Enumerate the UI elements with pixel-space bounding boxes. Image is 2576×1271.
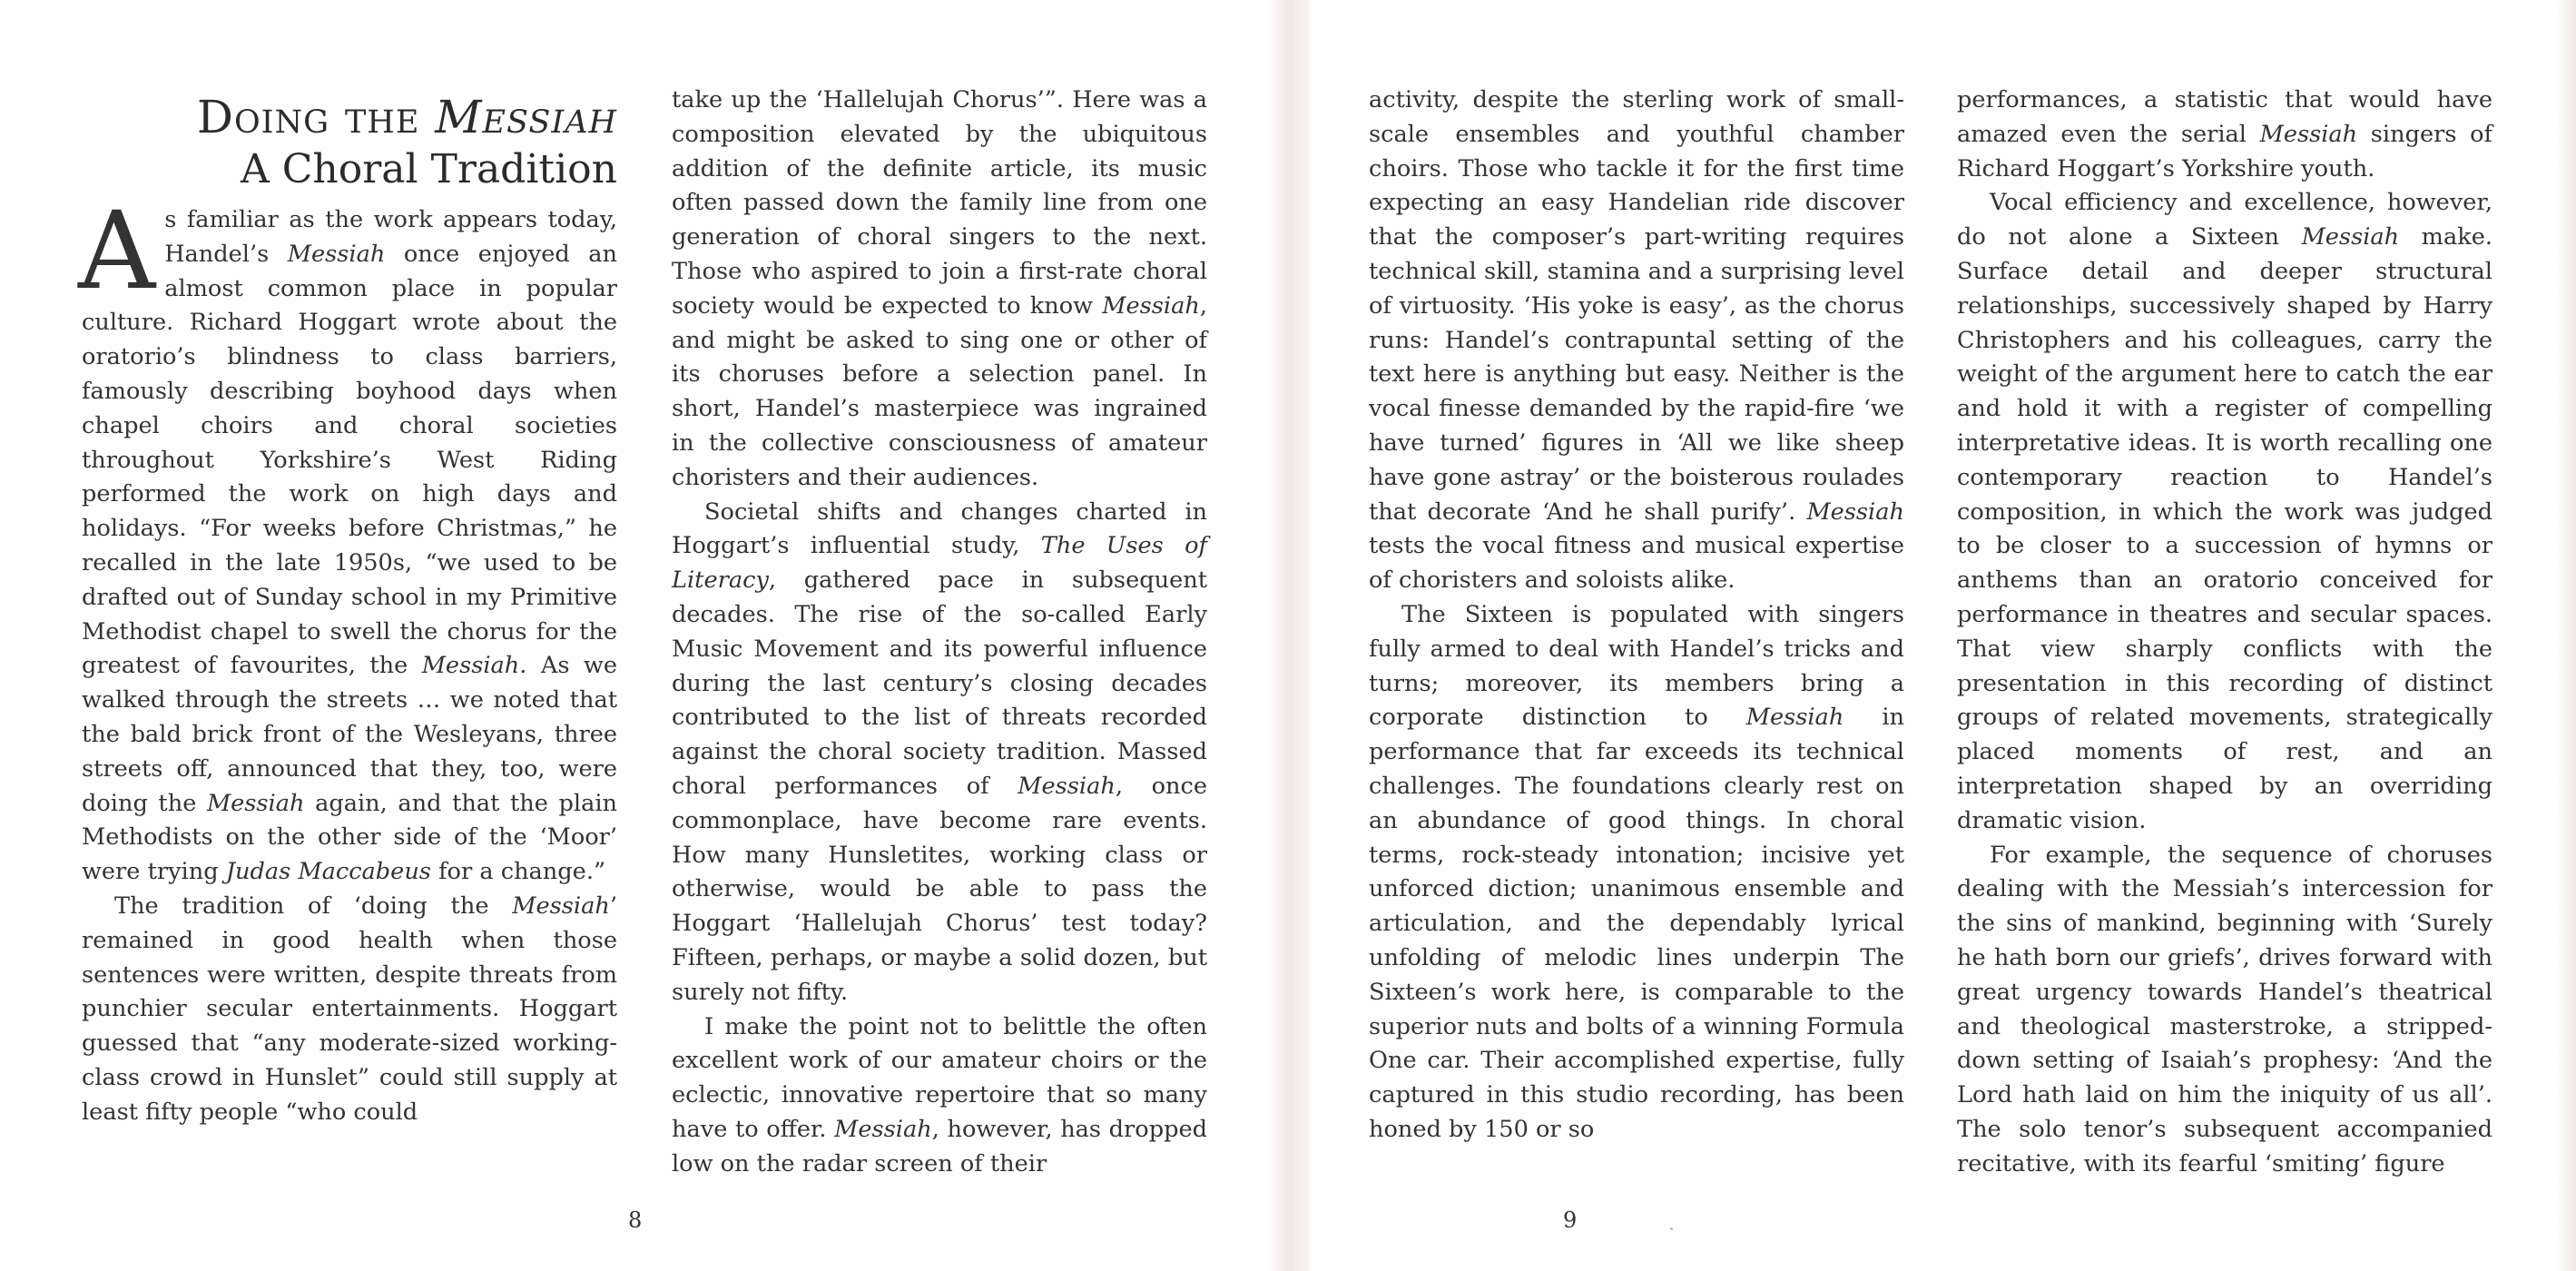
paragraph	[1957, 186, 2492, 838]
text-run: activity, despite the sterling work of small-scale ensembles and youthful chamber choirs. Those who tackle it for the first time expecting an easy Handelian ride discover that the composer’s part-writing requires technical skill, stamina and a surprising level of virtuosity. ‘His yoke is easy’, as the chorus runs: Handel’s contrapuntal setting of the text here is anything but easy. Neither is the vocal finesse demanded by the rapid-fire ‘we have turned’ figures in ‘All we like sheep have gone astray’ or the boisterous roulades that decorate ‘And he shall purify’.	[1369, 86, 1904, 526]
page-edge-shadow	[2556, 0, 2576, 1271]
text-run: The Sixteen is populated with singers fully armed to deal with Handel’s tricks and turns; moreover, its members bring a corporate distinction to	[1369, 600, 1904, 732]
column-3	[1369, 84, 1904, 1148]
text-run: make. Surface detail and deeper structural relationships, successively shaped by Harry Christophers and his colleagues, carry the weight of the argument here to catch the ear and hold it with a register of compelling interpretative ideas. It is worth recalling one contemporary reaction to Handel’s composition, in which the work was judged to be closer to a succession of hymns or anthems than an oratorio conceived for performance in theatres and secular spaces. That view sharply conflicts with the presentation in this recording of distinct groups of related movements, strategically placed moments of rest, and an interpretation shaped by an overriding dramatic vision.	[1957, 223, 2492, 834]
text-run: , and might be asked to sing one or other of its choruses before a selection panel. In short, Handel’s masterpiece was ingrained in the collective consciousness of amateur choristers and their audiences.	[672, 291, 1207, 491]
column-2	[672, 84, 1207, 1182]
text-run: take up the ‘Hallelujah Chorus’”. Here was a composition elevated by the ubiquitous addition of the definite article, its music often passed down the family line from one generation of choral singers to the next. Those who aspired to join a first-rate choral society would be expected to know	[672, 86, 1207, 320]
paragraph	[1957, 84, 2492, 186]
column-1	[78, 91, 618, 1130]
text-run: The tradition of ‘doing the	[114, 892, 513, 920]
italic-run: Messiah	[2301, 223, 2400, 251]
paragraph	[672, 496, 1207, 1010]
text-run: For example, the sequence of choruses dealing with the Messiah’s intercession for the sins of mankind, beginning with ‘Surely he hath born our griefs’, drives forward with great urgency towards Handel’s theatrical and theological masterstroke, a stripped-down setting of Isaiah’s prophesy: ‘And the Lord hath laid on him the iniquity of us all’. The solo tenor’s subsequent accompanied recitative, with its fearful ‘smiting’ figure	[1957, 841, 2492, 1177]
text-run: tests the vocal fitness and musical expertise of choristers and soloists alike.	[1369, 532, 1904, 595]
article-title	[82, 91, 617, 143]
text-run: , gathered pace in subsequent decades. The rise of the so-called Early Music Movement and its powerful influence during the last century’s closing decades contributed to the list of threats recorded against the choral society tradition. Massed choral performances of	[672, 567, 1207, 800]
italic-run: Judas Maccabeus	[225, 858, 431, 886]
paragraph	[1957, 839, 2492, 1182]
text-run: performances, a statistic that would have amazed even the serial	[1957, 86, 2492, 148]
paragraph	[1369, 598, 1904, 1148]
drop-cap: A	[78, 188, 156, 313]
text-run: again, and that the plain Methodists on the other side of the ‘Moor’ were trying	[82, 789, 617, 886]
text-run: Societal shifts and changes charted in Hoggart’s influential study,	[672, 498, 1207, 560]
italic-run: Messiah	[206, 789, 305, 817]
italic-run: Messiah	[2259, 120, 2358, 148]
italic-run: Messiah	[1806, 498, 1904, 526]
text-run: ’ remained in good health when those sentences were written, despite threats from punchier secular entertainments. Hoggart guessed that “any moderate-sized working-class crowd in Hunslet” could still supply at least fifty people “who could	[82, 892, 617, 1126]
text-run: s familiar as the work appears today, Handel’s	[164, 206, 617, 268]
text-run: once enjoyed an almost common place in popular culture. Richard Hoggart wrote about the oratorio’s blindness to class barriers, famously describing boyhood days when chapel choirs and choral societies throughout Yorkshire’s West Riding performed the work on high days and holidays. “For weeks before Christmas,” he recalled in the late 1950s, “we used to be drafted out of Sunday school in my Primitive Methodist chapel to swell the chorus for the greatest of favourites, the	[82, 240, 618, 680]
title-prefix: Doing the	[196, 91, 436, 143]
italic-run: Messiah	[1745, 704, 1844, 732]
text-run: in performance that far exceeds its technical challenges. The foundations clearly rest on an abundance of good things. In choral terms, rock-steady intonation; incisive yet unforced diction; unanimous ensemble and articulation, and the dependably lyrical unfolding of melodic lines underpin The Sixteen’s work here, is comparable to the superior nuts and bolts of a winning Formula One car. Their accomplished expertise, fully captured in this studio recording, has been honed by 150 or so	[1369, 704, 1904, 1143]
page-number-left: 8	[628, 1207, 643, 1233]
text-run: . As we walked through the streets … we noted that the bald brick front of the Wesleyans, three streets off, announced that they, too, were doing the	[82, 652, 618, 817]
italic-run: Messiah	[1018, 772, 1116, 800]
paragraph	[672, 84, 1207, 496]
paper-speck	[1670, 1227, 1673, 1230]
italic-run: Messiah	[512, 892, 610, 920]
text-run: , once commonplace, have become rare events. How many Hunsletites, working class or otherwise, would be able to pass the Hoggart ‘Hallelujah Chorus’ test today? Fifteen, perhaps, or maybe a solid dozen, but surely not fifty.	[672, 772, 1207, 1006]
italic-run: Messiah	[834, 1115, 932, 1143]
italic-run: Messiah	[421, 652, 520, 680]
text-run: I make the point not to belittle the often excellent work of our amateur choirs or the eclectic, innovative repertoire that so many have to offer.	[672, 1012, 1207, 1143]
page-number-right: 9	[1563, 1207, 1578, 1233]
title-italic: Messiah	[435, 91, 617, 143]
column-4	[1957, 84, 2492, 1182]
text-run: , however, has dropped low on the radar screen of their	[672, 1115, 1207, 1177]
italic-run: The Uses of Literacy	[672, 532, 1208, 595]
paragraph	[1369, 84, 1904, 598]
text-run: Vocal efficiency and excellence, however, do not alone a Sixteen	[1957, 189, 2492, 251]
paragraph	[82, 890, 617, 1130]
text-run: for a change.”	[430, 858, 606, 886]
italic-run: Messiah	[1102, 291, 1200, 320]
paragraph-text	[82, 206, 617, 885]
page-gutter	[1266, 0, 1310, 1271]
paragraph	[78, 188, 618, 890]
article-subtitle: A Choral Tradition	[240, 146, 617, 192]
italic-run: Messiah	[287, 240, 386, 268]
paragraph	[672, 1010, 1207, 1182]
text-run: singers of Richard Hoggart’s Yorkshire youth.	[1957, 120, 2493, 182]
